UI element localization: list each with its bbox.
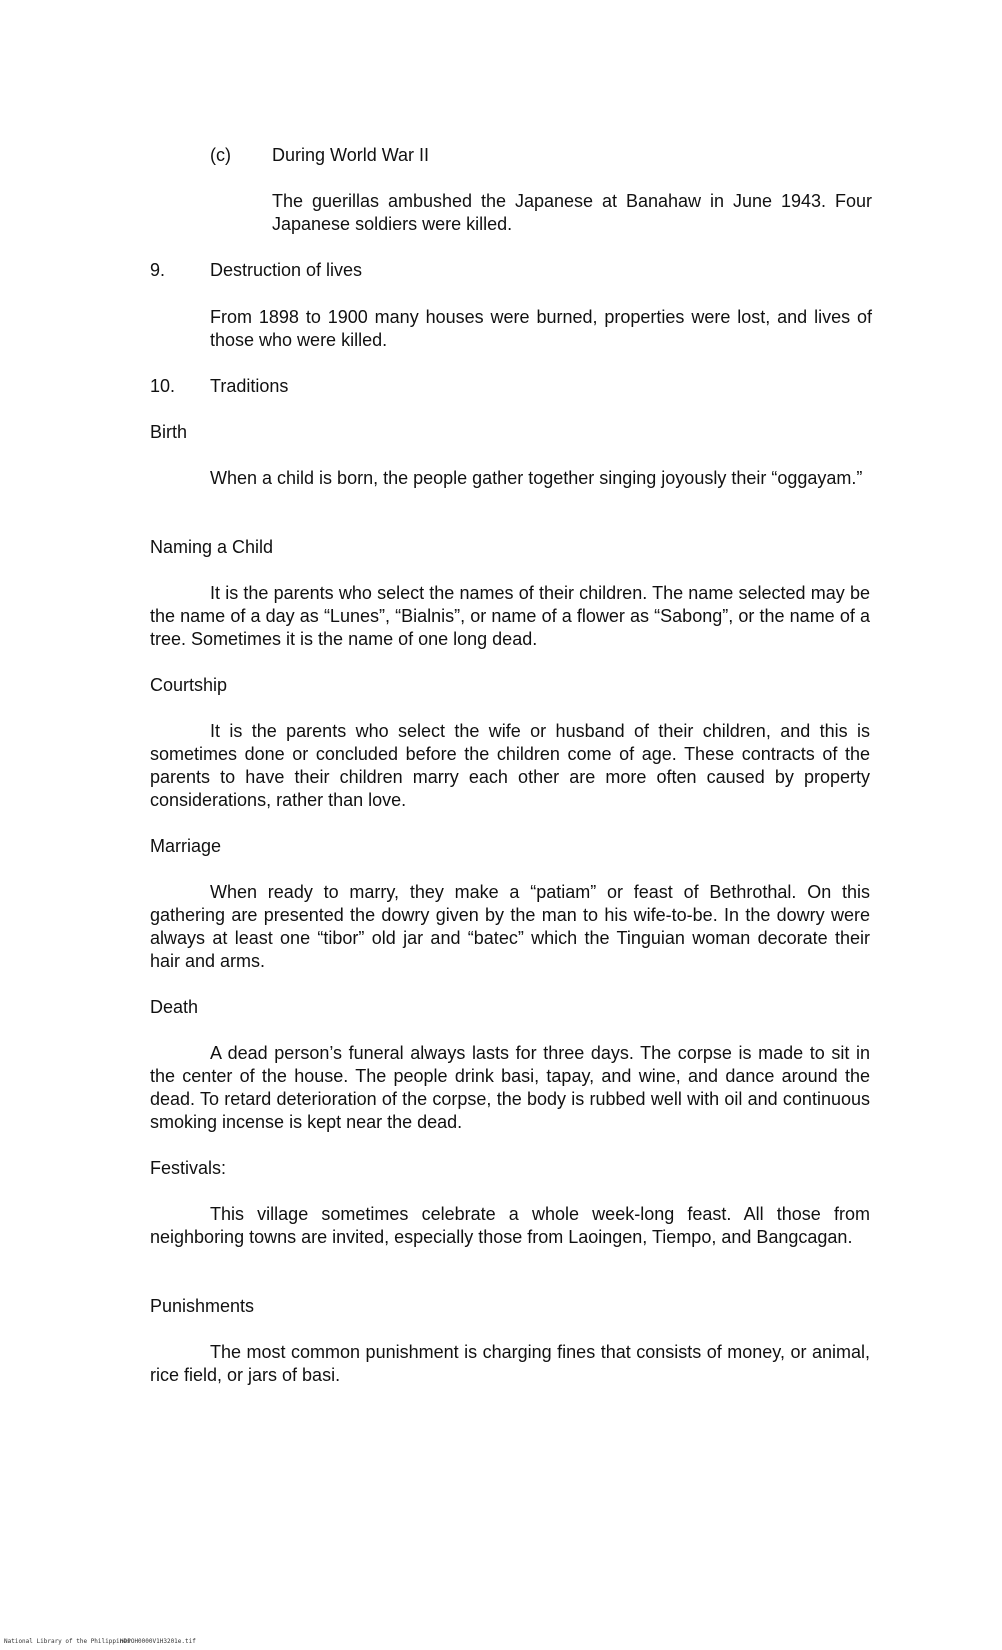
section-heading: Traditions [210,376,289,396]
topic-heading: Marriage [150,836,222,856]
topic-paragraph: It is the parents who select the names of their children. The name selected may be the name of a day as “Lunes”, “Bialnis”, or name of a flower as “Sabong”, or the name of a tree. Sometimes it is the name of one long dead. [150,583,870,649]
topic-paragraph: This village sometimes celebrate a whole week-long feast. All those from neighboring towns are invited, especially those from Laoingen, Tiempo, and Bangcagan. [150,1204,870,1247]
section-heading: Destruction of lives [210,260,363,280]
topic-heading: Birth [150,422,188,442]
topic-paragraph: The most common punishment is charging fines that consists of money, or animal, rice field, or jars of basi. [150,1342,870,1385]
sub-item-paragraph: The guerillas ambushed the Japanese at Banahaw in June 1943. Four Japanese soldiers were killed. [272,191,872,234]
footer-file-id: HDPOH0000V1H3201e.tif [120,1638,196,1645]
topic-paragraph: A dead person’s funeral always lasts for three days. The corpse is made to sit in the center of the house. The people drink basi, tapay, and wine, and dance around the dead. To retard deterioration of the corpse, the body is rubbed well with oil and continuous smoking incense is kept near the dead. [150,1043,870,1132]
section-number: 9. [150,260,166,280]
section-paragraph: From 1898 to 1900 many houses were burned, properties were lost, and lives of those who were killed. [210,307,872,350]
topic-heading: Death [150,997,199,1017]
topic-heading: Courtship [150,675,228,695]
footer-library-name: National Library of the Philippines [4,1638,131,1645]
topic-heading: Naming a Child [150,537,274,557]
sub-item-label: (c) [210,145,231,165]
topic-heading: Punishments [150,1296,255,1316]
topic-paragraph: When a child is born, the people gather together singing joyously their “oggayam.” [210,468,863,488]
topic-heading: Festivals: [150,1158,227,1178]
sub-item-heading: During World War II [272,145,430,165]
section-number: 10. [150,376,176,396]
topic-paragraph: It is the parents who select the wife or husband of their children, and this is sometimes done or concluded before the children come of age. These contracts of the parents to have their children marry each other are more often caused by property considerations, rather than love. [150,721,870,810]
topic-paragraph: When ready to marry, they make a “patiam” or feast of Bethrothal. On this gathering are presented the dowry given by the man to his wife-to-be. In the dowry were always at least one “tibor” old jar and “batec” which the Tinguian woman decorate their hair and arms. [150,882,870,971]
